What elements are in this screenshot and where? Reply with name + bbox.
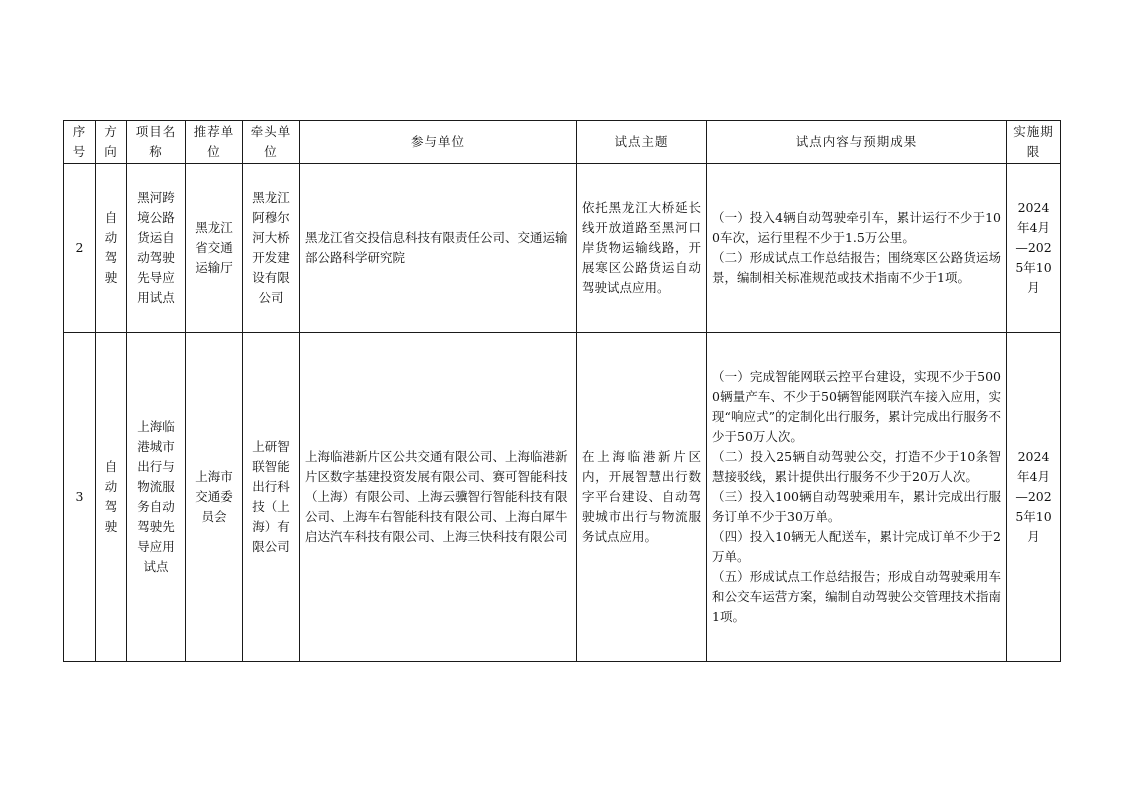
content-item: （二）投入25辆自动驾驶公交，打造不少于10条智慧接驳线，累计提供出行服务不少于20万人次。 (712, 449, 1001, 484)
header-period: 实施期限 (1007, 121, 1061, 164)
content-item: （一）投入4辆自动驾驶牵引车，累计运行不少于100车次，运行里程不少于1.5万公里。 (712, 210, 1001, 245)
cell-period: 2024年4月—2025年10月 (1007, 333, 1061, 662)
header-participants: 参与单位 (300, 121, 577, 164)
table-row (64, 164, 1061, 333)
cell-seq: 3 (64, 333, 96, 662)
cell-period: 2024年4月—2025年10月 (1007, 164, 1061, 333)
header-lead-unit: 牵头单位 (243, 121, 300, 164)
header-content-results: 试点内容与预期成果 (707, 121, 1007, 164)
cell-participants: 黑龙江省交投信息科技有限责任公司、交通运输部公路科学研究院 (300, 164, 577, 333)
header-recommend-unit: 推荐单位 (186, 121, 243, 164)
table-row (64, 333, 1061, 662)
pilot-projects-table (63, 120, 1061, 662)
content-item: （二）形成试点工作总结报告；围绕寒区公路货运场景，编制相关标准规范或技术指南不少于1项。 (712, 250, 1001, 285)
cell-content-results (707, 333, 1007, 662)
cell-project-name: 黑河跨境公路货运自动驾驶先导应用试点 (127, 164, 186, 333)
cell-direction: 自动驾驶 (96, 333, 127, 662)
cell-seq: 2 (64, 164, 96, 333)
header-seq: 序号 (64, 121, 96, 164)
content-item: （一）完成智能网联云控平台建设，实现不少于5000辆量产车、不少于50辆智能网联汽车接入应用，实现“响应式”的定制化出行服务，累计完成出行服务不少于50万人次。 (712, 369, 1001, 444)
cell-project-name: 上海临港城市出行与物流服务自动驾驶先导应用试点 (127, 333, 186, 662)
cell-lead-unit: 上研智联智能出行科技（上海）有限公司 (243, 333, 300, 662)
cell-recommend-unit: 黑龙江省交通运输厅 (186, 164, 243, 333)
cell-pilot-theme: 在上海临港新片区内，开展智慧出行数字平台建设、自动驾驶城市出行与物流服务试点应用。 (577, 333, 707, 662)
header-project-name: 项目名称 (127, 121, 186, 164)
table-header-row (64, 121, 1061, 164)
cell-participants: 上海临港新片区公共交通有限公司、上海临港新片区数字基建投资发展有限公司、赛可智能科技（上海）有限公司、上海云骥智行智能科技有限公司、上海车右智能科技有限公司、上海白犀牛启达汽车科技有限公司、上海三快科技有限公司 (300, 333, 577, 662)
cell-recommend-unit: 上海市交通委员会 (186, 333, 243, 662)
content-item: （三）投入100辆自动驾驶乘用车，累计完成出行服务订单不少于30万单。 (712, 489, 1001, 524)
header-direction: 方向 (96, 121, 127, 164)
cell-lead-unit: 黑龙江阿穆尔河大桥开发建设有限公司 (243, 164, 300, 333)
content-item: （四）投入10辆无人配送车，累计完成订单不少于2万单。 (712, 529, 1001, 564)
header-pilot-theme: 试点主题 (577, 121, 707, 164)
cell-content-results (707, 164, 1007, 333)
cell-pilot-theme: 依托黑龙江大桥延长线开放道路至黑河口岸货物运输线路，开展寒区公路货运自动驾驶试点应用。 (577, 164, 707, 333)
cell-direction: 自动驾驶 (96, 164, 127, 333)
content-item: （五）形成试点工作总结报告；形成自动驾驶乘用车和公交车运营方案，编制自动驾驶公交管理技术指南1项。 (712, 569, 1001, 624)
